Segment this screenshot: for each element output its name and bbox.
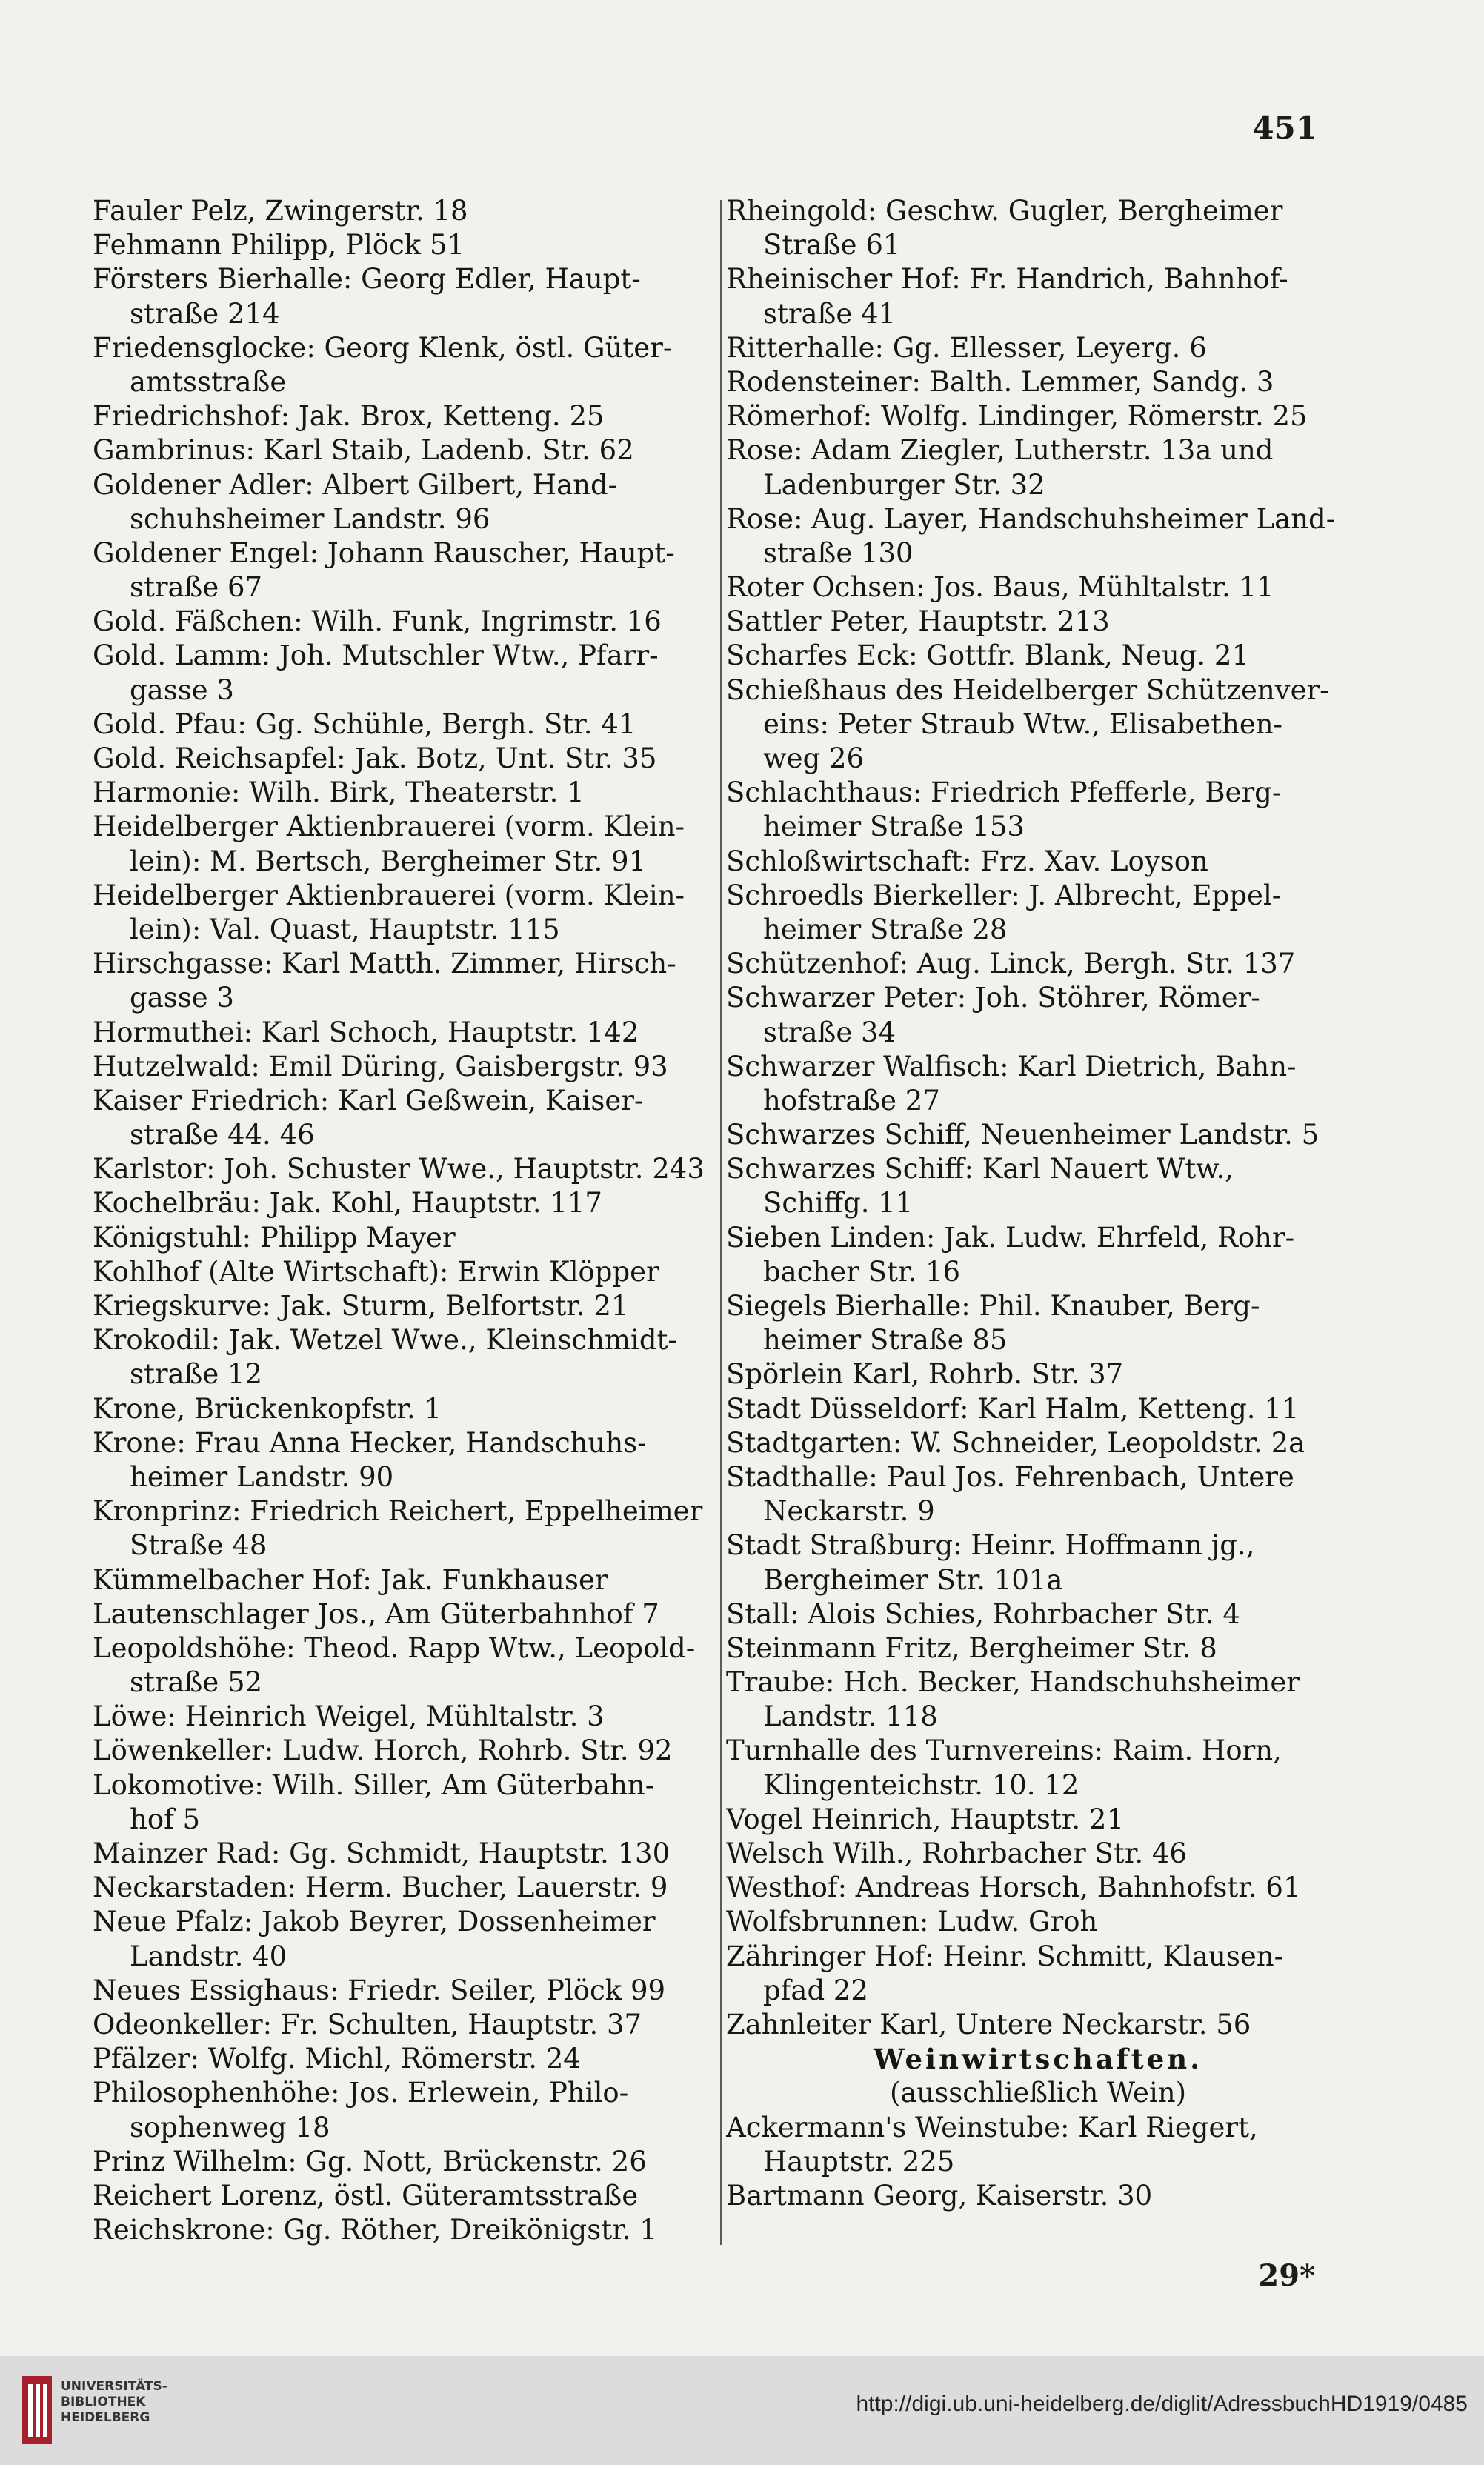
left-column-entry: Krone: Frau Anna Hecker, Handschuhs- bbox=[93, 1426, 647, 1459]
left-column-entry: Odeonkeller: Fr. Schulten, Hauptstr. 37 bbox=[93, 2008, 642, 2040]
left-column bbox=[93, 194, 719, 2247]
left-column-entry: Krone, Brückenkopfstr. 1 bbox=[93, 1392, 442, 1425]
left-column-entry: Lautenschlager Jos., Am Güterbahnhof 7 bbox=[93, 1597, 659, 1630]
left-column-entry: Neckarstaden: Herm. Bucher, Lauerstr. 9 bbox=[93, 1872, 668, 1904]
left-column-entry: Kriegskurve: Jak. Sturm, Belfortstr. 21 bbox=[93, 1290, 629, 1322]
right-column-entry: Stadthalle: Paul Jos. Fehrenbach, Untere bbox=[726, 1460, 1294, 1493]
right-column-entry: Scharfes Eck: Gottfr. Blank, Neug. 21 bbox=[726, 639, 1250, 672]
left-column-entry: Reichskrone: Gg. Röther, Dreikönigstr. 1 bbox=[93, 2214, 657, 2246]
right-column-entry: Hauptstr. 225 bbox=[763, 2145, 955, 2178]
right-column-entry: Steinmann Fritz, Bergheimer Str. 8 bbox=[726, 1631, 1217, 1664]
left-column-entry: Königstuhl: Philipp Mayer bbox=[93, 1221, 456, 1254]
left-column-entry: gasse 3 bbox=[130, 673, 234, 706]
left-column-entry: Goldener Adler: Albert Gilbert, Hand- bbox=[93, 468, 618, 501]
section-title: Weinwirtschaften. bbox=[873, 2043, 1203, 2076]
left-column-entry: lein): M. Bertsch, Bergheimer Str. 91 bbox=[130, 845, 647, 877]
left-column-entry: Neue Pfalz: Jakob Beyrer, Dossenheimer bbox=[93, 1906, 656, 1938]
left-column-entry: Hutzelwald: Emil Düring, Gaisbergstr. 93 bbox=[93, 1050, 668, 1082]
left-column-entry: Hormuthei: Karl Schoch, Hauptstr. 142 bbox=[93, 1016, 639, 1048]
left-column-entry: straße 67 bbox=[130, 571, 263, 604]
left-column-entry: Prinz Wilhelm: Gg. Nott, Brückenstr. 26 bbox=[93, 2145, 647, 2178]
right-column-entry: Turnhalle des Turnvereins: Raim. Horn, bbox=[726, 1734, 1282, 1767]
library-logo-text bbox=[61, 2379, 167, 2426]
left-column-entry: gasse 3 bbox=[130, 982, 234, 1014]
logo-line: UNIVERSITÄTS- bbox=[61, 2379, 167, 2394]
right-column-entry: bacher Str. 16 bbox=[763, 1255, 961, 1288]
right-column-entry: Schwarzer Walfisch: Karl Dietrich, Bahn- bbox=[726, 1050, 1297, 1082]
right-column-entry: Straße 61 bbox=[763, 229, 901, 262]
right-column-entry: Zahnleiter Karl, Untere Neckarstr. 56 bbox=[726, 2008, 1251, 2040]
left-column-entry: Gold. Lamm: Joh. Mutschler Wtw., Pfarr- bbox=[93, 639, 659, 672]
left-column-entry: Pfälzer: Wolfg. Michl, Römerstr. 24 bbox=[93, 2043, 581, 2075]
left-column-entry: Mainzer Rad: Gg. Schmidt, Hauptstr. 130 bbox=[93, 1837, 671, 1869]
right-column-entry: Ladenburger Str. 32 bbox=[763, 468, 1045, 501]
right-column-entry: Stadtgarten: W. Schneider, Leopoldstr. 2a bbox=[726, 1426, 1305, 1459]
left-column-entry: Kochelbräu: Jak. Kohl, Hauptstr. 117 bbox=[93, 1187, 602, 1220]
right-column-entry: Landstr. 118 bbox=[763, 1700, 938, 1733]
right-column-entry: Vogel Heinrich, Hauptstr. 21 bbox=[726, 1803, 1124, 1835]
right-column-entry: Rheingold: Geschw. Gugler, Bergheimer bbox=[726, 195, 1283, 227]
left-column-entry: straße 12 bbox=[130, 1358, 263, 1391]
right-column-entry: Welsch Wilh., Rohrbacher Str. 46 bbox=[726, 1837, 1187, 1869]
right-column-entry: Neckarstr. 9 bbox=[763, 1495, 935, 1528]
left-column-entry: Gold. Pfau: Gg. Schühle, Bergh. Str. 41 bbox=[93, 708, 636, 740]
left-column-entry: Heidelberger Aktienbrauerei (vorm. Klein- bbox=[93, 879, 685, 911]
left-column-entry: straße 44. 46 bbox=[130, 1119, 315, 1151]
right-column-entry: Rose: Aug. Layer, Handschuhsheimer Land- bbox=[726, 502, 1336, 535]
right-column-entry: Bartmann Georg, Kaiserstr. 30 bbox=[726, 2179, 1153, 2212]
left-column-entry: hof 5 bbox=[130, 1803, 201, 1835]
right-column-entry: heimer Straße 85 bbox=[763, 1324, 1008, 1357]
right-column-entry: straße 41 bbox=[763, 297, 896, 330]
left-column-entry: Harmonie: Wilh. Birk, Theaterstr. 1 bbox=[93, 776, 585, 809]
left-column-entry: Goldener Engel: Johann Rauscher, Haupt- bbox=[93, 536, 675, 569]
right-column-entry: Römerhof: Wolfg. Lindinger, Römerstr. 25 bbox=[726, 400, 1308, 433]
right-column-entry: Schlachthaus: Friedrich Pfefferle, Berg- bbox=[726, 776, 1282, 809]
left-column-entry: Kaiser Friedrich: Karl Geßwein, Kaiser- bbox=[93, 1084, 644, 1117]
logo-line: BIBLIOTHEK bbox=[61, 2395, 146, 2409]
right-column-entry: Rheinischer Hof: Fr. Handrich, Bahnhof- bbox=[726, 263, 1288, 296]
left-column-entry: straße 52 bbox=[130, 1666, 263, 1699]
right-column-entry: Siegels Bierhalle: Phil. Knauber, Berg- bbox=[726, 1290, 1260, 1322]
sheet-signature: 29* bbox=[1258, 2258, 1315, 2293]
right-column-entry: Schiffg. 11 bbox=[763, 1187, 914, 1220]
right-column-entry: hofstraße 27 bbox=[763, 1084, 940, 1117]
left-column-entry: Lokomotive: Wilh. Siller, Am Güterbahn- bbox=[93, 1769, 655, 1801]
left-column-entry: Hirschgasse: Karl Matth. Zimmer, Hirsch- bbox=[93, 948, 676, 980]
right-column-entry: (ausschließlich Wein) bbox=[889, 2077, 1187, 2109]
left-column-entry: Gold. Fäßchen: Wilh. Funk, Ingrimstr. 16 bbox=[93, 605, 662, 638]
left-column-entry: Philosophenhöhe: Jos. Erlewein, Philo- bbox=[93, 2077, 629, 2109]
right-column-entry: Stadt Düsseldorf: Karl Halm, Ketteng. 11 bbox=[726, 1392, 1300, 1425]
logo-line: HEIDELBERG bbox=[61, 2410, 150, 2425]
right-column-entry: Ackermann's Weinstube: Karl Riegert, bbox=[726, 2111, 1258, 2143]
left-column-entry: Friedensglocke: Georg Klenk, östl. Güter- bbox=[93, 331, 673, 364]
right-column-entry: Schießhaus des Heidelberger Schützenver- bbox=[726, 673, 1329, 706]
right-column-entry: Schroedls Bierkeller: J. Albrecht, Eppel- bbox=[726, 879, 1282, 911]
left-column-entry: Löwe: Heinrich Weigel, Mühltalstr. 3 bbox=[93, 1700, 605, 1733]
left-column-entry: heimer Landstr. 90 bbox=[130, 1460, 394, 1493]
right-column-entry: Schwarzes Schiff: Karl Nauert Wtw., bbox=[726, 1153, 1234, 1185]
left-column-entry: Karlstor: Joh. Schuster Wwe., Hauptstr. 243 bbox=[93, 1153, 705, 1185]
right-column-entry: Klingenteichstr. 10. 12 bbox=[763, 1769, 1079, 1801]
left-column-entry: schuhsheimer Landstr. 96 bbox=[130, 502, 490, 535]
column-divider bbox=[720, 200, 722, 2245]
left-column-entry: Krokodil: Jak. Wetzel Wwe., Kleinschmidt- bbox=[93, 1324, 677, 1357]
left-column-entry: Kohlhof (Alte Wirtschaft): Erwin Klöpper bbox=[93, 1255, 659, 1288]
left-column-entry: amtsstraße bbox=[130, 365, 287, 398]
right-column-entry: Bergheimer Str. 101a bbox=[763, 1563, 1063, 1596]
right-column-entry: Sieben Linden: Jak. Ludw. Ehrfeld, Rohr- bbox=[726, 1221, 1295, 1254]
left-column-entry: Kümmelbacher Hof: Jak. Funkhauser bbox=[93, 1563, 608, 1596]
right-column-entry: weg 26 bbox=[763, 742, 865, 774]
right-column-entry: Westhof: Andreas Horsch, Bahnhofstr. 61 bbox=[726, 1872, 1301, 1904]
right-column-entry: heimer Straße 153 bbox=[763, 811, 1025, 843]
left-column-entry: Fehmann Philipp, Plöck 51 bbox=[93, 229, 465, 262]
right-column-entry: Traube: Hch. Becker, Handschuhsheimer bbox=[726, 1666, 1300, 1699]
left-column-entry: Straße 48 bbox=[130, 1529, 267, 1562]
left-column-entry: Landstr. 40 bbox=[130, 1940, 287, 1972]
right-column bbox=[726, 194, 1350, 2213]
right-column-entry: Rose: Adam Ziegler, Lutherstr. 13a und bbox=[726, 434, 1274, 467]
left-column-entry: Fauler Pelz, Zwingerstr. 18 bbox=[93, 195, 468, 227]
page-number: 451 bbox=[1252, 110, 1317, 146]
source-url-link[interactable]: http://digi.ub.uni-heidelberg.de/diglit/AdressbuchHD1919/0485 bbox=[856, 2392, 1468, 2416]
right-column-entry: Sattler Peter, Hauptstr. 213 bbox=[726, 605, 1110, 638]
right-column-entry: pfad 22 bbox=[763, 1974, 868, 2006]
right-column-entry: Ritterhalle: Gg. Ellesser, Leyerg. 6 bbox=[726, 331, 1207, 364]
right-column-entry: straße 130 bbox=[763, 536, 914, 569]
left-column-entry: Gambrinus: Karl Staib, Ladenb. Str. 62 bbox=[93, 434, 634, 467]
right-column-entry: Stadt Straßburg: Heinr. Hoffmann jg., bbox=[726, 1529, 1255, 1562]
right-column-entry: Schwarzes Schiff, Neuenheimer Landstr. 5 bbox=[726, 1119, 1320, 1151]
left-column-entry: Heidelberger Aktienbrauerei (vorm. Klein- bbox=[93, 811, 685, 843]
left-column-entry: Kronprinz: Friedrich Reichert, Eppelheimer bbox=[93, 1495, 703, 1528]
right-column-entry: Roter Ochsen: Jos. Baus, Mühltalstr. 11 bbox=[726, 571, 1274, 604]
right-column-entry: straße 34 bbox=[763, 1016, 896, 1048]
left-column-entry: lein): Val. Quast, Hauptstr. 115 bbox=[130, 913, 560, 945]
right-column-entry: Schwarzer Peter: Joh. Stöhrer, Römer- bbox=[726, 982, 1260, 1014]
left-column-entry: straße 214 bbox=[130, 297, 280, 330]
left-column-entry: Löwenkeller: Ludw. Horch, Rohrb. Str. 92 bbox=[93, 1734, 673, 1767]
library-logo-icon bbox=[22, 2376, 52, 2444]
right-column-entry: Rodensteiner: Balth. Lemmer, Sandg. 3 bbox=[726, 365, 1274, 398]
right-column-entry: Schloßwirtschaft: Frz. Xav. Loyson bbox=[726, 845, 1208, 877]
left-column-entry: Reichert Lorenz, östl. Güteramtsstraße bbox=[93, 2179, 639, 2212]
left-column-entry: Försters Bierhalle: Georg Edler, Haupt- bbox=[93, 263, 641, 296]
library-logo[interactable] bbox=[22, 2376, 200, 2446]
right-column-entry: eins: Peter Straub Wtw., Elisabethen- bbox=[763, 708, 1283, 740]
right-column-entry: Spörlein Karl, Rohrb. Str. 37 bbox=[726, 1358, 1124, 1391]
left-column-entry: Leopoldshöhe: Theod. Rapp Wtw., Leopold- bbox=[93, 1631, 696, 1664]
right-column-entry: Wolfsbrunnen: Ludw. Groh bbox=[726, 1906, 1098, 1938]
right-column-entry: Stall: Alois Schies, Rohrbacher Str. 4 bbox=[726, 1597, 1240, 1630]
left-column-entry: Friedrichshof: Jak. Brox, Ketteng. 25 bbox=[93, 400, 605, 433]
left-column-entry: Gold. Reichsapfel: Jak. Botz, Unt. Str. 35 bbox=[93, 742, 657, 774]
right-column-entry: heimer Straße 28 bbox=[763, 913, 1008, 945]
left-column-entry: sophenweg 18 bbox=[130, 2111, 330, 2143]
left-column-entry: Neues Essighaus: Friedr. Seiler, Plöck 99 bbox=[93, 1974, 666, 2006]
right-column-entry: Zähringer Hof: Heinr. Schmitt, Klausen- bbox=[726, 1940, 1284, 1972]
right-column-entry: Schützenhof: Aug. Linck, Bergh. Str. 137 bbox=[726, 948, 1296, 980]
